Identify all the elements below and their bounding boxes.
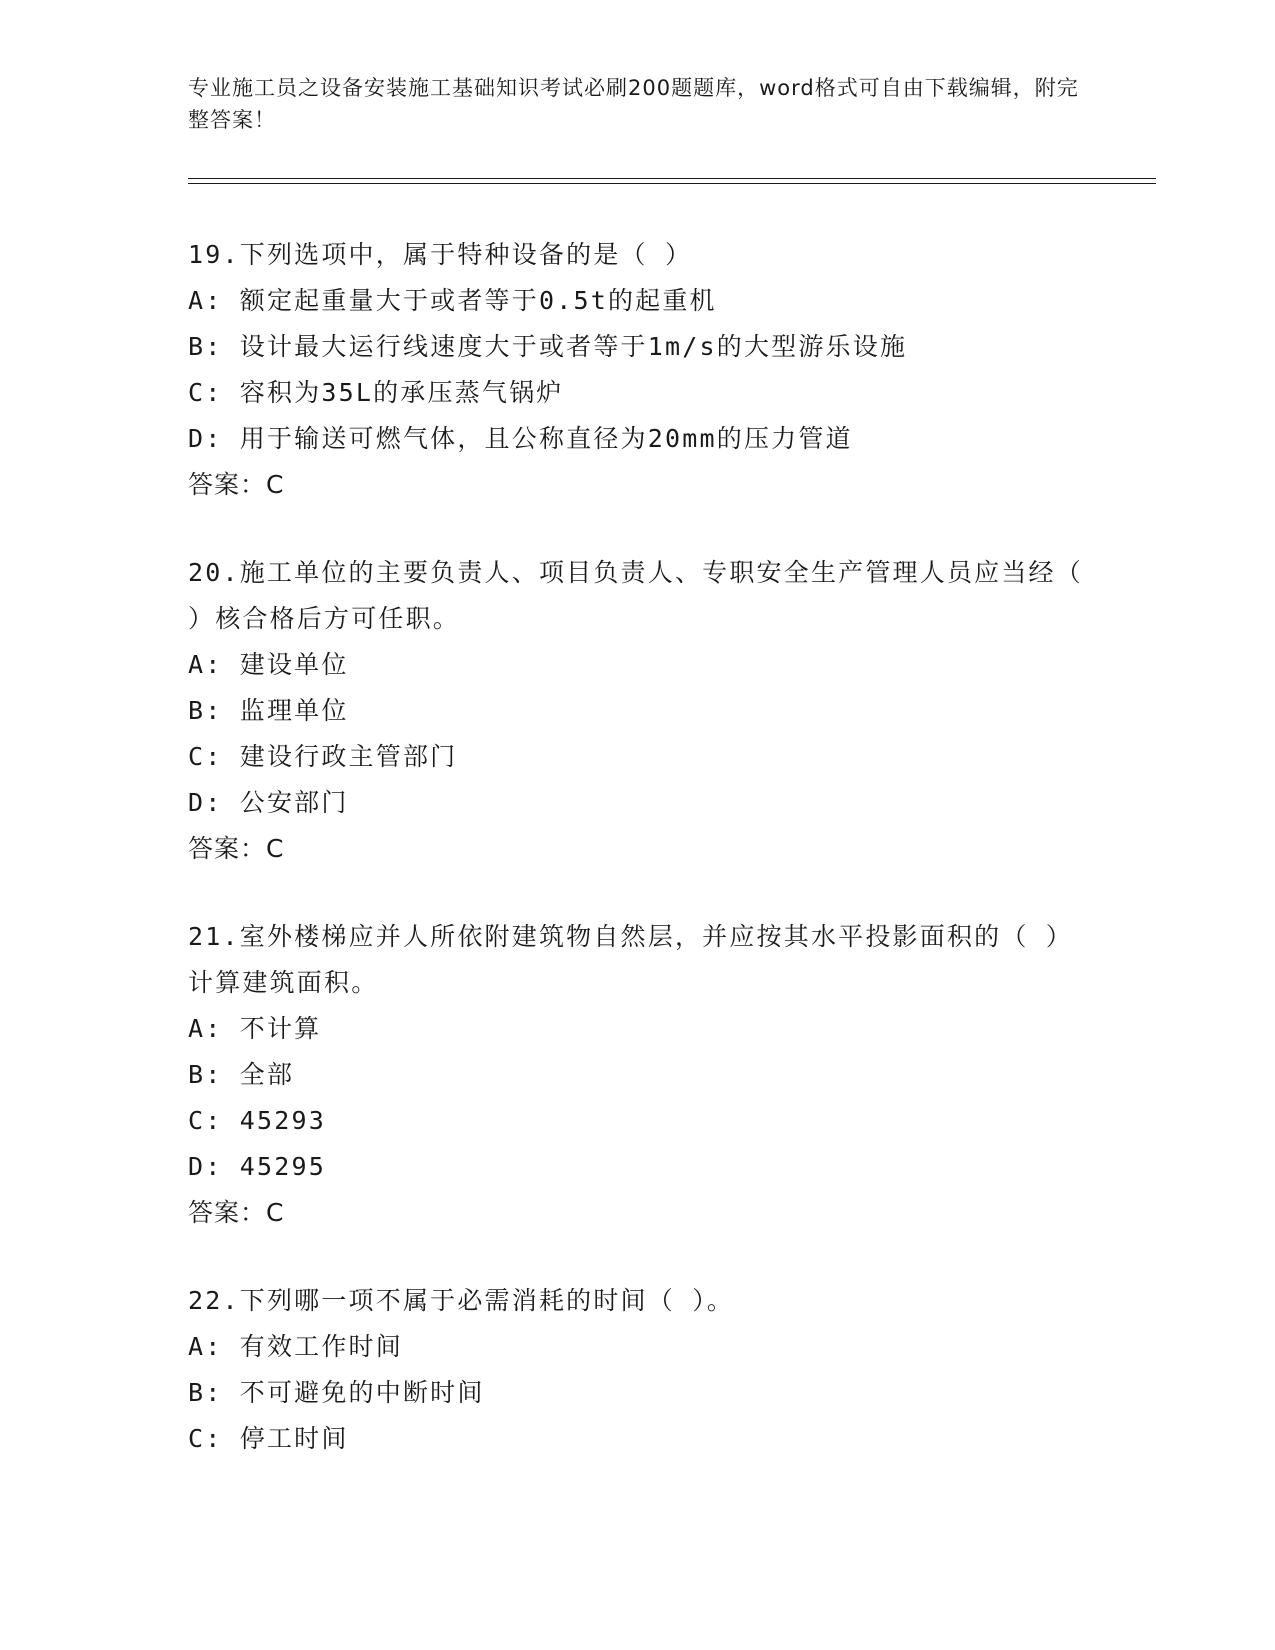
- header-divider-top: [188, 178, 1156, 179]
- document-header: 专业施工员之设备安装施工基础知识考试必刷200题题库，word格式可自由下载编辑，附完整答案！: [188, 76, 1079, 132]
- question-22: [188, 1278, 1088, 1462]
- option-d: D: 45295: [188, 1152, 327, 1181]
- question-stem: 19.下列选项中，属于特种设备的是（ ）: [188, 240, 693, 269]
- option-c: C: 容积为35L的承压蒸气锅炉: [188, 378, 564, 407]
- option-a: A: 建设单位: [188, 650, 349, 679]
- option-a: A: 有效工作时间: [188, 1332, 403, 1361]
- option-b: B: 设计最大运行线速度大于或者等于1m/s的大型游乐设施: [188, 332, 908, 361]
- option-a: A: 不计算: [188, 1014, 322, 1043]
- option-d: D: 公安部门: [188, 788, 349, 817]
- option-c: C: 停工时间: [188, 1424, 349, 1453]
- question-20: [188, 550, 1101, 872]
- question-stem: 21.室外楼梯应并人所依附建筑物自然层，并应按其水平投影面积的（ ）计算建筑面积。: [188, 922, 1074, 997]
- option-b: B: 全部: [188, 1060, 295, 1089]
- question-19: [188, 232, 1088, 508]
- option-a: A: 额定起重量大于或者等于0.5t的起重机: [188, 286, 717, 315]
- option-b: B: 监理单位: [188, 696, 349, 725]
- answer-line: 答案：C: [188, 834, 285, 863]
- question-list: [188, 232, 1101, 1504]
- option-c: C: 45293: [188, 1106, 327, 1135]
- question-stem: 20.施工单位的主要负责人、项目负责人、专职安全生产管理人员应当经（ ）核合格后方可任职。: [188, 558, 1101, 633]
- answer-line: 答案：C: [188, 470, 285, 499]
- answer-line: 答案：C: [188, 1198, 285, 1227]
- option-d: D: 用于输送可燃气体，且公称直径为20mm的压力管道: [188, 424, 853, 453]
- option-b: B: 不可避免的中断时间: [188, 1378, 485, 1407]
- question-stem: 22.下列哪一项不属于必需消耗的时间（ ）。: [188, 1286, 735, 1315]
- question-21: [188, 914, 1088, 1236]
- header-divider-bottom: [188, 183, 1156, 184]
- option-c: C: 建设行政主管部门: [188, 742, 458, 771]
